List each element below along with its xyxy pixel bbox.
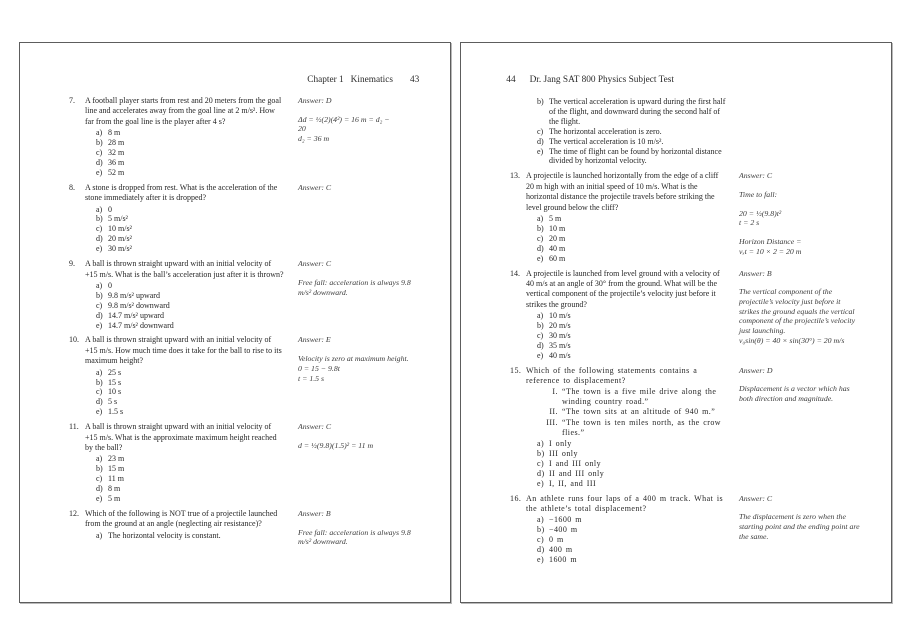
option-item [537,224,726,234]
option-letter: e) [96,407,103,417]
option-letter: b) [537,223,544,233]
option-text: 28 m [108,138,125,148]
option-text: 30 m/s [549,330,571,340]
option-item [96,407,285,417]
statement-text: “The town is a five mile drive along the winding country road.” [562,386,717,407]
answer-note-group [298,278,420,297]
answer-column [298,335,420,383]
question-row [69,335,285,366]
option-item [537,137,726,147]
option-item [537,459,726,469]
option-text: 10 m/s [549,311,571,321]
option-text: 8 m [108,484,121,494]
option-text: 10 s [108,387,122,397]
option-letter: a) [96,280,103,290]
answer-label: Answer: C [298,182,332,192]
answer-note-group [739,287,861,345]
option-item [537,244,726,254]
option-item [537,331,726,341]
option-text: 10 m/s² [108,224,132,234]
option-item [537,311,726,321]
answer-note-line: Time to fall: [739,190,778,200]
option-text: 5 m [108,494,121,504]
option-list [69,128,285,178]
answer-note-line: Free fall: acceleration is always 9.8 m/s² downward. [298,527,411,547]
option-letter: b) [537,525,545,535]
answer-note-group [298,115,420,144]
option-letter: e) [537,554,545,564]
question-text: A ball is thrown straight upward with an initial velocity of +15 m/s. What is the ball’s acceleration just after it is thrown? [85,259,284,279]
option-letter: d) [537,340,544,350]
answer-column [298,259,420,297]
option-text: I only [549,438,572,448]
question-block [461,269,891,361]
answer-label: Answer: C [739,171,773,181]
option-letter: b) [96,290,103,300]
answer-note-group [298,354,420,383]
option-text: −1600 m [549,515,582,525]
option-item [537,127,726,137]
option-list [510,97,726,166]
option-item [537,214,726,224]
option-text: The horizontal acceleration is zero. [549,126,662,136]
question-row [510,171,726,213]
question-number: 9. [69,259,75,269]
option-text: 20 m/s [549,321,571,331]
option-item [96,128,285,138]
answer-label: Answer: B [298,508,331,518]
answer-note-line: The displacement is zero when the starting point and the ending point are the same. [739,512,860,541]
option-letter: c) [96,387,103,397]
option-item [537,351,726,361]
question-text: A projectile is launched horizontally from the edge of a cliff 20 m high with an initial speed of 10 m/s. What is the horizontal distance the projectile travels before striking the level ground below the cliff? [526,171,719,212]
option-text: I, II, and III [549,478,597,488]
answer-note-group [739,190,861,200]
answer-note-line: Horizon Distance = [739,237,802,247]
option-item [537,97,726,127]
question-main [510,171,726,263]
option-text: The vertical acceleration is upward during the first half of the flight, and downward during the second half of the flight. [549,97,726,126]
option-item [96,224,285,234]
left-page-content [20,96,450,552]
option-letter: a) [537,438,545,448]
question-block [461,494,891,565]
statement-text: “The town is ten miles north, as the crow flies.” [562,417,721,437]
option-letter: b) [96,464,103,474]
option-item [537,341,726,351]
option-letter: c) [537,330,544,340]
option-letter: c) [537,535,545,545]
option-list [69,281,285,331]
statement-numeral: II. [549,407,558,417]
answer-label: Answer: D [298,96,332,105]
option-item [537,234,726,244]
answer-label: Answer: D [739,365,773,375]
option-text: 20 m [549,233,566,243]
option-item [96,168,285,178]
option-item [96,311,285,321]
option-item [96,214,285,224]
question-block [20,259,450,330]
question-block [461,366,891,489]
option-list [510,311,726,361]
option-item [96,397,285,407]
question-main [510,494,726,565]
question-number: 10. [69,335,79,345]
option-item [96,387,285,397]
question-text: A football player starts from rest and 20 meters from the goal line and accelerates away from the goal line at 2 m/s². How far from the goal line is the player after 4 s? [85,96,282,126]
option-item [96,281,285,291]
question-number: 7. [69,96,75,105]
answer-column [298,422,420,450]
question-number: 11. [69,422,79,432]
option-text: 52 m [108,167,125,177]
option-item [96,205,285,215]
question-text: A ball is thrown straight upward with an initial velocity of +15 m/s. How much time does it take for the ball to rise to its maximum height? [85,335,282,366]
option-item [96,494,285,504]
book-title: Dr. Jang SAT 800 Physics Subject Test [529,75,674,85]
answer-note-line: 20 [298,124,306,134]
option-letter: b) [537,321,544,331]
option-text: 15 s [108,377,122,387]
option-item [537,535,726,545]
question-text: Which of the following is NOT true of a projectile launched from the ground at an angle (neglecting air resistance)? [85,508,278,529]
option-item [96,234,285,244]
answer-note-line: v₀sin(θ) = 40 × sin(30°) = 20 m/s [739,335,845,345]
right-page-content [461,96,891,570]
option-letter: e) [96,494,103,504]
left-page-number: 43 [410,75,420,85]
option-letter: d) [537,545,545,555]
right-page-number: 44 [506,75,516,85]
option-text: 5 m/s² [108,214,128,224]
option-letter: e) [96,167,103,177]
answer-note-line: Velocity is zero at maximum height. [298,354,409,364]
option-text: 60 m [549,253,566,263]
option-list [69,368,285,418]
statement-numeral: III. [546,417,558,427]
answer-label: Answer: E [298,335,331,345]
option-item [537,479,726,489]
option-letter: a) [537,311,544,321]
option-text: 32 m [108,148,125,158]
answer-label: Answer: C [298,259,332,269]
answer-note-line: Δd = ½(2)(4²) = 16 m = d₂ − [298,114,390,124]
question-text: A stone is dropped from rest. What is the acceleration of the stone immediately after it is dropped? [85,182,278,203]
answer-column [739,366,861,404]
answer-column [298,183,420,193]
question-block [20,422,450,504]
answer-note-group [739,384,861,403]
option-list [510,439,726,489]
option-text: 40 m/s [549,350,571,360]
option-text: 35 m/s [549,340,571,350]
option-text: 23 m [108,454,125,464]
question-row [69,509,285,530]
question-block [20,183,450,254]
option-text: 9.8 m/s² upward [108,290,160,300]
option-letter: e) [96,320,103,330]
answer-note-line: The vertical component of the projectile’s velocity just before it strikes the ground equals the vertical component of the projectile’s velocity just launching. [739,287,856,336]
question-number: 13. [510,171,520,181]
option-text: 400 m [549,545,573,555]
option-text: 40 m [549,243,566,253]
option-letter: a) [96,454,103,464]
answer-column [739,269,861,346]
option-item [96,454,285,464]
option-item [96,531,285,541]
option-letter: d) [96,234,103,244]
option-letter: b) [96,377,103,387]
option-text: 8 m [108,128,121,138]
option-list [69,454,285,504]
option-letter: a) [96,530,103,540]
answer-note-line: 0 = 15 − 9.8t [298,363,340,373]
option-item [537,555,726,565]
answer-label: Answer: C [298,422,332,432]
option-text: −400 m [549,525,578,535]
option-list [510,214,726,264]
answer-column [739,171,861,256]
option-letter: d) [96,397,103,407]
answer-note-line: Displacement is a vector which has both direction and magnitude. [739,384,850,404]
option-text: 1.5 s [108,407,124,417]
statement-item [546,387,726,407]
option-letter: b) [96,138,103,148]
question-block [461,171,891,263]
question-row [510,494,726,515]
option-item [96,368,285,378]
option-item [537,449,726,459]
question-continuation-block [461,96,891,166]
option-text: The horizontal velocity is constant. [108,530,221,540]
answer-label: Answer: B [739,268,772,278]
answer-note-group [298,528,420,547]
question-number: 15. [510,365,522,375]
page-left [19,42,451,603]
option-text: 0 [108,204,112,214]
option-letter: d) [96,484,103,494]
question-block [20,509,450,547]
question-main [510,366,726,489]
option-item [537,515,726,525]
question-number: 16. [510,493,522,503]
question-row [69,422,285,453]
right-page-header [497,64,674,97]
option-text: 5 s [108,397,118,407]
option-text: The time of flight can be found by horizontal distance divided by horizontal velocity. [549,146,722,166]
answer-column [739,494,861,542]
question-row [69,96,285,127]
option-letter: c) [537,126,544,136]
option-letter: e) [537,253,544,263]
option-letter: a) [537,515,545,525]
option-item [537,321,726,331]
option-letter: a) [96,367,103,377]
option-letter: d) [537,243,544,253]
option-letter: a) [96,128,103,138]
statement-item [546,407,726,417]
question-number: 14. [510,268,520,278]
answer-note-line: t = 1.5 s [298,373,325,383]
answer-column [298,96,420,144]
answer-note-line: d = ½(9.8)(1.5)² = 11 m [298,440,374,450]
option-text: I and III only [549,458,602,468]
option-text: 5 m [549,213,562,223]
answer-column [298,509,420,547]
option-letter: e) [537,478,545,488]
left-page-header [298,64,419,97]
answer-note-group [739,512,861,541]
statement-list [546,387,726,438]
option-letter: c) [96,300,103,310]
answer-label: Answer: C [739,493,773,503]
option-item [96,321,285,331]
option-list [69,531,285,541]
option-letter: d) [96,157,103,167]
option-item [96,148,285,158]
question-row [510,366,726,387]
option-item [537,545,726,555]
option-text: 11 m [108,474,124,484]
option-letter: e) [537,146,544,156]
option-text: 14.7 m/s² upward [108,310,164,320]
option-text: 9.8 m/s² downward [108,300,170,310]
answer-note-line: vₓt = 10 × 2 = 20 m [739,246,802,256]
question-main [69,509,285,541]
question-block [20,96,450,178]
option-text: The vertical acceleration is 10 m/s². [549,136,664,146]
option-text: 15 m [108,464,125,474]
question-text: A projectile is launched from level ground with a velocity of 40 m/s at an angle of 30° from the ground. What will be the vertical component of the projectile’s velocity just before it strikes the ground? [526,268,720,309]
option-list [510,515,726,565]
answer-note-group [739,209,861,228]
option-text: 36 m [108,157,125,167]
question-main [69,422,285,504]
statement-item [546,418,726,438]
option-letter: e) [537,350,544,360]
answer-note-line: t = 2 s [739,218,760,228]
question-row [69,183,285,204]
option-item [96,291,285,301]
option-letter: b) [96,214,103,224]
question-main [69,183,285,254]
question-main [510,269,726,361]
option-item [96,378,285,388]
option-text: II and III only [549,468,605,478]
option-letter: e) [96,244,103,254]
question-text: Which of the following statements contains a reference to displacement? [526,365,698,386]
option-text: 1600 m [549,554,578,564]
option-item [96,244,285,254]
option-item [537,525,726,535]
statement-numeral: I. [552,386,558,396]
page-right [460,42,892,603]
option-text: 0 m [549,535,564,545]
question-block [20,335,450,417]
option-letter: c) [537,233,544,243]
answer-note-group [298,441,420,451]
option-text: III only [549,448,578,458]
answer-note-line: Free fall: acceleration is always 9.8 m/s² downward. [298,277,411,297]
option-letter: d) [537,468,545,478]
option-text: 20 m/s² [108,234,132,244]
question-text: A ball is thrown straight upward with an initial velocity of +15 m/s. What is the approximate maximum height reached by the ball? [85,422,277,452]
option-letter: b) [537,97,544,106]
option-letter: c) [96,474,103,484]
option-letter: c) [96,224,103,234]
question-number: 8. [69,182,75,192]
question-main [69,259,285,330]
option-letter: b) [537,448,545,458]
option-letter: c) [96,148,103,158]
option-item [96,464,285,474]
question-main [69,96,285,178]
option-list [69,205,285,255]
option-letter: c) [537,458,545,468]
question-main [69,335,285,417]
question-row [510,269,726,311]
option-text: 10 m [549,223,566,233]
option-text: 30 m/s² [108,244,132,254]
option-text: 0 [108,280,112,290]
answer-note-line: d₂ = 36 m [298,134,330,144]
option-item [96,158,285,168]
option-item [537,469,726,479]
question-row [69,259,285,280]
option-letter: a) [96,204,103,214]
answer-note-group [739,237,861,256]
option-item [96,301,285,311]
option-item [537,147,726,167]
option-letter: a) [537,213,544,223]
option-letter: d) [537,136,544,146]
option-item [537,439,726,449]
option-item [96,138,285,148]
option-text: 14.7 m/s² downward [108,320,174,330]
option-item [537,254,726,264]
answer-note-line: 20 = ½(9.8)t² [739,208,782,218]
option-item [96,484,285,494]
option-letter: d) [96,310,103,320]
chapter-title: Chapter 1 Kinematics [307,75,394,85]
question-text: An athlete runs four laps of a 400 m track. What is the athlete’s total displacement? [526,493,724,513]
question-main [510,96,726,166]
option-text: 25 s [108,367,122,377]
question-number: 12. [69,508,79,518]
option-item [96,474,285,484]
statement-text: “The town sits at an altitude of 940 m.” [562,407,716,417]
